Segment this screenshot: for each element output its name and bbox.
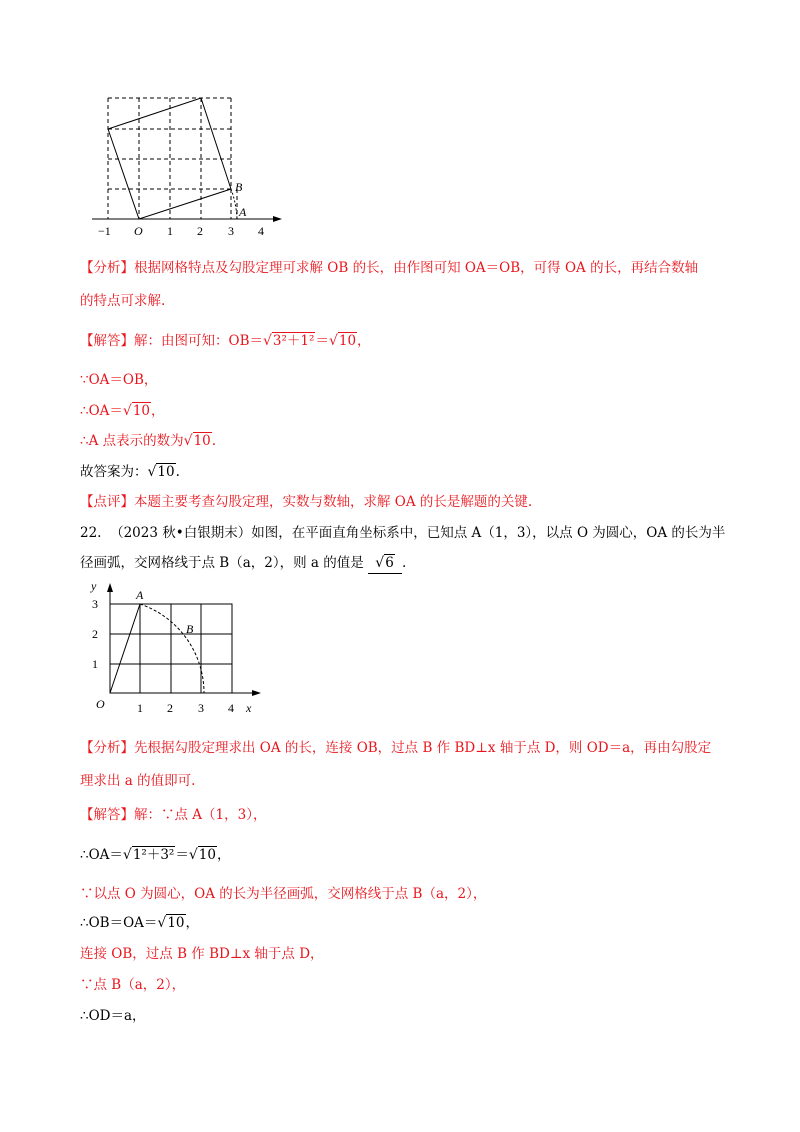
radical: √3²＋1²: [263, 333, 315, 349]
question-number: 22.: [80, 525, 102, 541]
q22-step1: ∴OA＝√1²＋3²＝√10，: [80, 847, 231, 863]
q21-answer-line: 【解答】解：由图可知：OB＝√3²＋1²＝√10，: [80, 333, 371, 349]
svg-text:2: 2: [167, 701, 173, 715]
svg-text:A: A: [136, 588, 144, 602]
tilted-square: [108, 98, 231, 219]
q22-step3: ∴OB＝OA＝√10，: [80, 915, 200, 931]
answer-tag: 【解答】: [80, 333, 134, 349]
q21-analysis-line2: 的特点可求解.: [80, 293, 166, 309]
figure-2-coordinate-grid: [88, 578, 268, 718]
tick-3: 3: [228, 224, 234, 238]
tick-4: 4: [258, 224, 264, 238]
svg-text:2: 2: [92, 627, 98, 641]
svg-text:3: 3: [92, 597, 98, 611]
figure-1-grid-square: [88, 92, 288, 238]
svg-text:4: 4: [228, 701, 234, 715]
tick-1: 1: [167, 224, 173, 238]
q22-step6: ∴OD＝a，: [80, 1008, 146, 1024]
q21-comment: 【点评】本题主要考查勾股定理，实数与数轴，求解 OA 的长是解题的关键.: [80, 494, 533, 510]
label-B: B: [235, 180, 243, 194]
q22-line1: 22. （2023 秋•白银期末）如图，在平面直角坐标系中，已知点 A（1，3），以点 O 为圆心，OA 的长为半: [80, 525, 726, 541]
segment-OA: [110, 604, 140, 693]
q21-analysis-line1: 【分析】根据网格特点及勾股定理可求解 OB 的长，由作图可知 OA＝OB，可得 OA 的长，再结合数轴: [80, 260, 699, 276]
arc: [140, 604, 204, 693]
q21-step2: ∴OA＝√10，: [80, 403, 165, 419]
svg-text:B: B: [186, 622, 194, 636]
q22-step2: ∵以点 O 为圆心，OA 的长为半径画弧，交网格线于点 B（a，2），: [80, 886, 487, 902]
comment-tag: 【点评】: [80, 494, 134, 510]
q21-final: 故答案为：√10.: [80, 464, 180, 480]
tick-2: 2: [197, 224, 203, 238]
radical: √10: [328, 333, 357, 349]
q22-step5: ∵点 B（a，2），: [80, 977, 186, 993]
q22-analysis-line2: 理求出 a 的值即可.: [80, 773, 196, 789]
svg-text:3: 3: [198, 701, 204, 715]
q22-answer-line1: 【解答】解：∵点 A（1，3），: [80, 807, 267, 823]
svg-text:y: y: [91, 579, 97, 593]
q22-analysis-line1: 【分析】先根据勾股定理求出 OA 的长，连接 OB，过点 B 作 BD⊥x 轴于点 D，则 OD＝a，再由勾股定: [80, 740, 712, 756]
answer-blank: √6: [368, 553, 402, 574]
svg-text:O: O: [96, 697, 105, 711]
q21-step1: ∵OA＝OB，: [80, 372, 158, 388]
svg-text:1: 1: [92, 657, 98, 671]
tick-O: O: [134, 224, 143, 238]
q21-step3: ∴A 点表示的数为√10.: [80, 433, 217, 449]
q22-line2: 径画弧，交网格线于点 B（a，2），则 a 的值是 √6 .: [80, 553, 406, 574]
tick-minus1: −1: [98, 224, 111, 238]
q22-step4: 连接 OB，过点 B 作 BD⊥x 轴于点 D，: [80, 946, 324, 962]
label-A: A: [239, 205, 247, 219]
svg-text:1: 1: [137, 701, 143, 715]
svg-text:x: x: [246, 701, 252, 715]
analysis-tag: 【分析】: [80, 260, 134, 276]
